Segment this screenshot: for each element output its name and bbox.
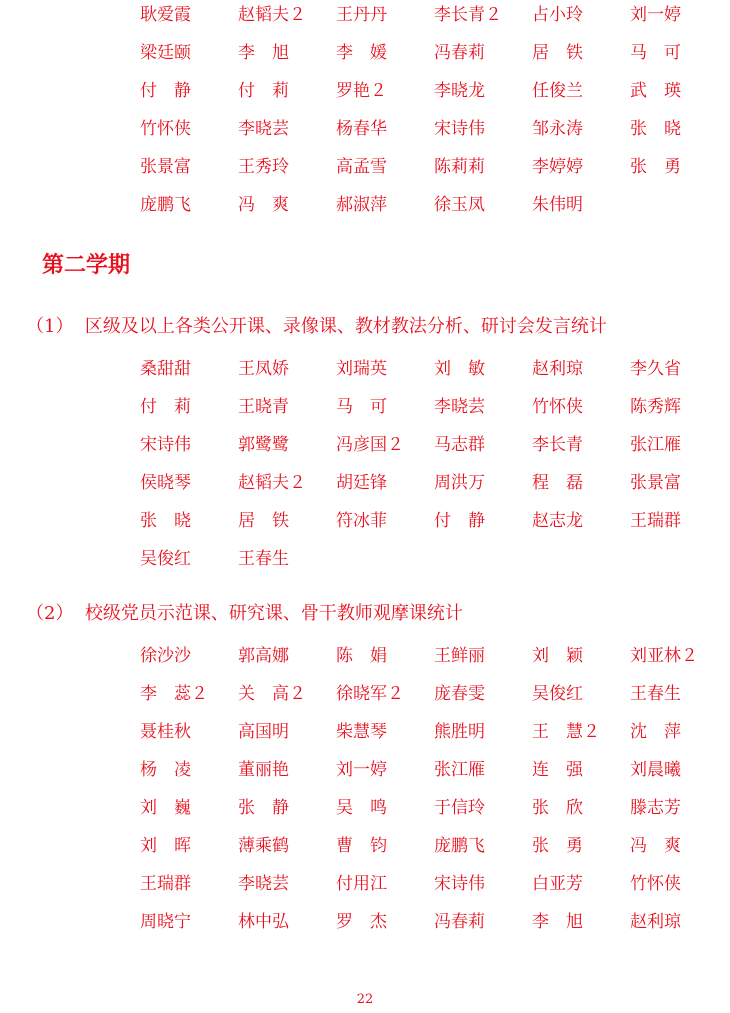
name-cell: 周晓宁 (140, 912, 191, 932)
name-cell: 杨春华 (336, 119, 387, 139)
name-cell: 周洪万 (434, 473, 485, 493)
name-cell: 关 高２ (238, 684, 306, 704)
name-cell: 王晓青 (238, 397, 289, 417)
name-cell: 赵利琼 (630, 912, 681, 932)
name-cell: 柴慧琴 (336, 722, 387, 742)
section1-title: （1） 区级及以上各类公开课、录像课、教材教法分析、研讨会发言统计 (26, 316, 607, 337)
name-cell: 刘 晖 (140, 836, 191, 856)
semester-heading: 第二学期 (42, 252, 131, 278)
name-cell: 王 慧２ (532, 722, 600, 742)
name-cell: 曹 钧 (336, 836, 387, 856)
name-cell: 付用江 (336, 874, 387, 894)
name-cell: 冯春莉 (434, 912, 485, 932)
name-cell: 李 旭 (238, 43, 289, 63)
name-cell: 付 莉 (140, 397, 191, 417)
name-cell: 刘 颖 (532, 646, 583, 666)
name-cell: 于信玲 (434, 798, 485, 818)
name-cell: 李晓龙 (434, 81, 485, 101)
name-cell: 赵韬夫２ (238, 473, 306, 493)
name-cell: 宋诗伟 (434, 874, 485, 894)
name-cell: 张 静 (238, 798, 289, 818)
name-cell: 董丽艳 (238, 760, 289, 780)
name-cell: 薄乘鹤 (238, 836, 289, 856)
name-cell: 刘 巍 (140, 798, 191, 818)
name-cell: 陈 娟 (336, 646, 387, 666)
name-cell: 冯彦国２ (336, 435, 404, 455)
name-cell: 马志群 (434, 435, 485, 455)
name-cell: 杨 凌 (140, 760, 191, 780)
name-cell: 武 瑛 (630, 81, 681, 101)
name-cell: 聂桂秋 (140, 722, 191, 742)
name-cell: 任俊兰 (532, 81, 583, 101)
name-cell: 熊胜明 (434, 722, 485, 742)
name-cell: 张江雁 (434, 760, 485, 780)
name-cell: 王春生 (630, 684, 681, 704)
name-cell: 庞鹏飞 (140, 195, 191, 215)
name-cell: 徐沙沙 (140, 646, 191, 666)
name-cell: 居 铁 (532, 43, 583, 63)
name-cell: 郝淑萍 (336, 195, 387, 215)
name-cell: 李 媛 (336, 43, 387, 63)
name-cell: 吴 鸣 (336, 798, 387, 818)
name-cell: 朱伟明 (532, 195, 583, 215)
name-cell: 赵利琼 (532, 359, 583, 379)
name-cell: 刘 敏 (434, 359, 485, 379)
name-cell: 李长青 (532, 435, 583, 455)
name-cell: 张 勇 (532, 836, 583, 856)
name-cell: 宋诗伟 (434, 119, 485, 139)
name-cell: 李 蕊２ (140, 684, 208, 704)
name-cell: 刘亚林２ (630, 646, 698, 666)
name-cell: 桑甜甜 (140, 359, 191, 379)
name-cell: 程 磊 (532, 473, 583, 493)
name-cell: 刘一婷 (336, 760, 387, 780)
name-cell: 张 晓 (630, 119, 681, 139)
name-cell: 罗 杰 (336, 912, 387, 932)
name-cell: 竹怀侠 (140, 119, 191, 139)
name-cell: 张 欣 (532, 798, 583, 818)
name-cell: 徐晓军２ (336, 684, 404, 704)
name-cell: 高国明 (238, 722, 289, 742)
name-cell: 李晓芸 (238, 119, 289, 139)
name-cell: 赵韬夫２ (238, 5, 306, 25)
name-cell: 侯晓琴 (140, 473, 191, 493)
name-cell: 王鲜丽 (434, 646, 485, 666)
name-cell: 冯 爽 (238, 195, 289, 215)
name-cell: 张 晓 (140, 511, 191, 531)
name-cell: 张 勇 (630, 157, 681, 177)
name-cell: 白亚芳 (532, 874, 583, 894)
name-cell: 吴俊红 (532, 684, 583, 704)
name-cell: 沈 萍 (630, 722, 681, 742)
name-cell: 占小玲 (532, 5, 583, 25)
name-cell: 郭高娜 (238, 646, 289, 666)
name-cell: 张江雁 (630, 435, 681, 455)
name-cell: 宋诗伟 (140, 435, 191, 455)
name-cell: 竹怀侠 (630, 874, 681, 894)
name-cell: 耿爱霞 (140, 5, 191, 25)
name-cell: 王丹丹 (336, 5, 387, 25)
section1-names-grid (140, 359, 728, 587)
top-names-grid (140, 5, 728, 233)
name-cell: 庞春雯 (434, 684, 485, 704)
name-cell: 李久省 (630, 359, 681, 379)
name-cell: 张景富 (140, 157, 191, 177)
name-cell: 郭鹭鹭 (238, 435, 289, 455)
name-cell: 胡廷锋 (336, 473, 387, 493)
section2-names-grid (140, 646, 728, 950)
name-cell: 马 可 (336, 397, 387, 417)
name-cell: 冯春莉 (434, 43, 485, 63)
name-cell: 吴俊红 (140, 549, 191, 569)
name-cell: 王瑞群 (140, 874, 191, 894)
name-cell: 居 铁 (238, 511, 289, 531)
name-cell: 刘晨曦 (630, 760, 681, 780)
name-cell: 王瑞群 (630, 511, 681, 531)
name-cell: 刘瑞英 (336, 359, 387, 379)
name-cell: 李 旭 (532, 912, 583, 932)
name-cell: 梁廷颐 (140, 43, 191, 63)
name-cell: 赵志龙 (532, 511, 583, 531)
name-cell: 李晓芸 (434, 397, 485, 417)
name-cell: 林中弘 (238, 912, 289, 932)
name-cell: 付 静 (140, 81, 191, 101)
name-cell: 徐玉凤 (434, 195, 485, 215)
name-cell: 张景富 (630, 473, 681, 493)
name-cell: 冯 爽 (630, 836, 681, 856)
name-cell: 符冰菲 (336, 511, 387, 531)
name-cell: 高孟雪 (336, 157, 387, 177)
page-number: 22 (356, 992, 374, 1007)
name-cell: 付 莉 (238, 81, 289, 101)
name-cell: 李婷婷 (532, 157, 583, 177)
name-cell: 滕志芳 (630, 798, 681, 818)
name-cell: 陈秀辉 (630, 397, 681, 417)
name-cell: 李晓芸 (238, 874, 289, 894)
name-cell: 竹怀侠 (532, 397, 583, 417)
name-cell: 陈莉莉 (434, 157, 485, 177)
name-cell: 连 强 (532, 760, 583, 780)
name-cell: 马 可 (630, 43, 681, 63)
name-cell: 庞鹏飞 (434, 836, 485, 856)
name-cell: 付 静 (434, 511, 485, 531)
name-cell: 李长青２ (434, 5, 502, 25)
name-cell: 王春生 (238, 549, 289, 569)
name-cell: 罗艳２ (336, 81, 387, 101)
name-cell: 王凤娇 (238, 359, 289, 379)
name-cell: 王秀玲 (238, 157, 289, 177)
section2-title: （2） 校级党员示范课、研究课、骨干教师观摩课统计 (26, 603, 463, 624)
name-cell: 刘一婷 (630, 5, 681, 25)
name-cell: 邹永涛 (532, 119, 583, 139)
